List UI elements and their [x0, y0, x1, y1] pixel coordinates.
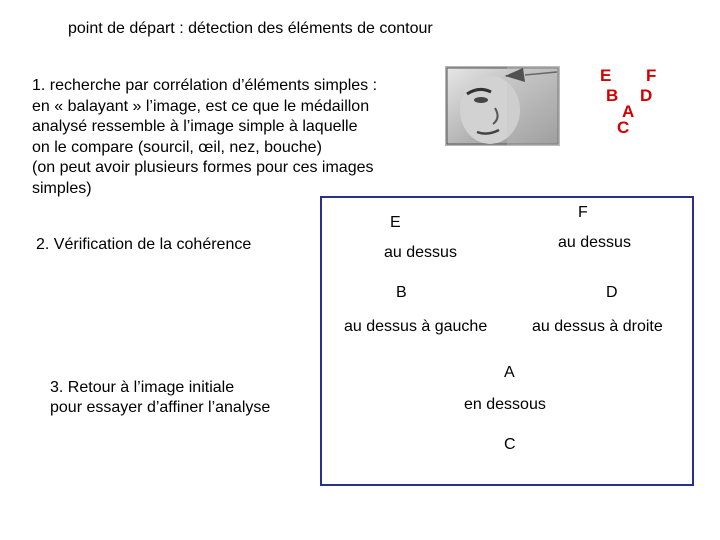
step3-description — [50, 378, 270, 418]
step1-line: (on peut avoir plusieurs formes pour ces images — [32, 159, 374, 176]
face-thumbnail-image — [445, 66, 560, 146]
face-letter-f: F — [646, 66, 657, 85]
page-title: point de départ : détection des éléments de contour — [68, 20, 433, 37]
relation-b: au dessus à gauche — [344, 318, 488, 335]
node-b: B — [396, 284, 407, 301]
coherence-graph-box — [320, 196, 694, 486]
relation-e: au dessus — [384, 244, 457, 261]
step1-line: 1. recherche par corrélation d’éléments simples : — [32, 77, 378, 94]
face-letter-e: E — [600, 66, 612, 85]
step2-label: 2. Vérification de la cohérence — [36, 236, 252, 253]
step1-line: simples) — [32, 179, 92, 197]
relation-f: au dessus — [558, 234, 631, 251]
node-d: D — [606, 284, 618, 301]
face-letter-b: B — [606, 86, 619, 105]
step1-line: en « balayant » l’image, est ce que le médaillon — [32, 97, 370, 115]
node-f: F — [578, 204, 588, 221]
node-e: E — [390, 214, 401, 231]
relation-a: en dessous — [464, 396, 546, 413]
step3-line: pour essayer d’affiner l’analyse — [50, 399, 271, 416]
face-letter-d: D — [640, 86, 653, 105]
node-a: A — [504, 364, 515, 381]
step1-line: analysé ressemble à l’image simple à laquelle — [32, 118, 358, 135]
step1-description — [32, 76, 432, 199]
relation-d: au dessus à droite — [532, 318, 663, 335]
step3-line: 3. Retour à l’image initiale — [50, 379, 235, 396]
step1-line: on le compare (sourcil, œil, nez, bouche) — [32, 138, 322, 156]
face-feature-letters — [590, 66, 670, 146]
face-letter-c: C — [617, 118, 630, 137]
node-c: C — [504, 436, 516, 453]
face-letter-a: A — [622, 102, 635, 121]
